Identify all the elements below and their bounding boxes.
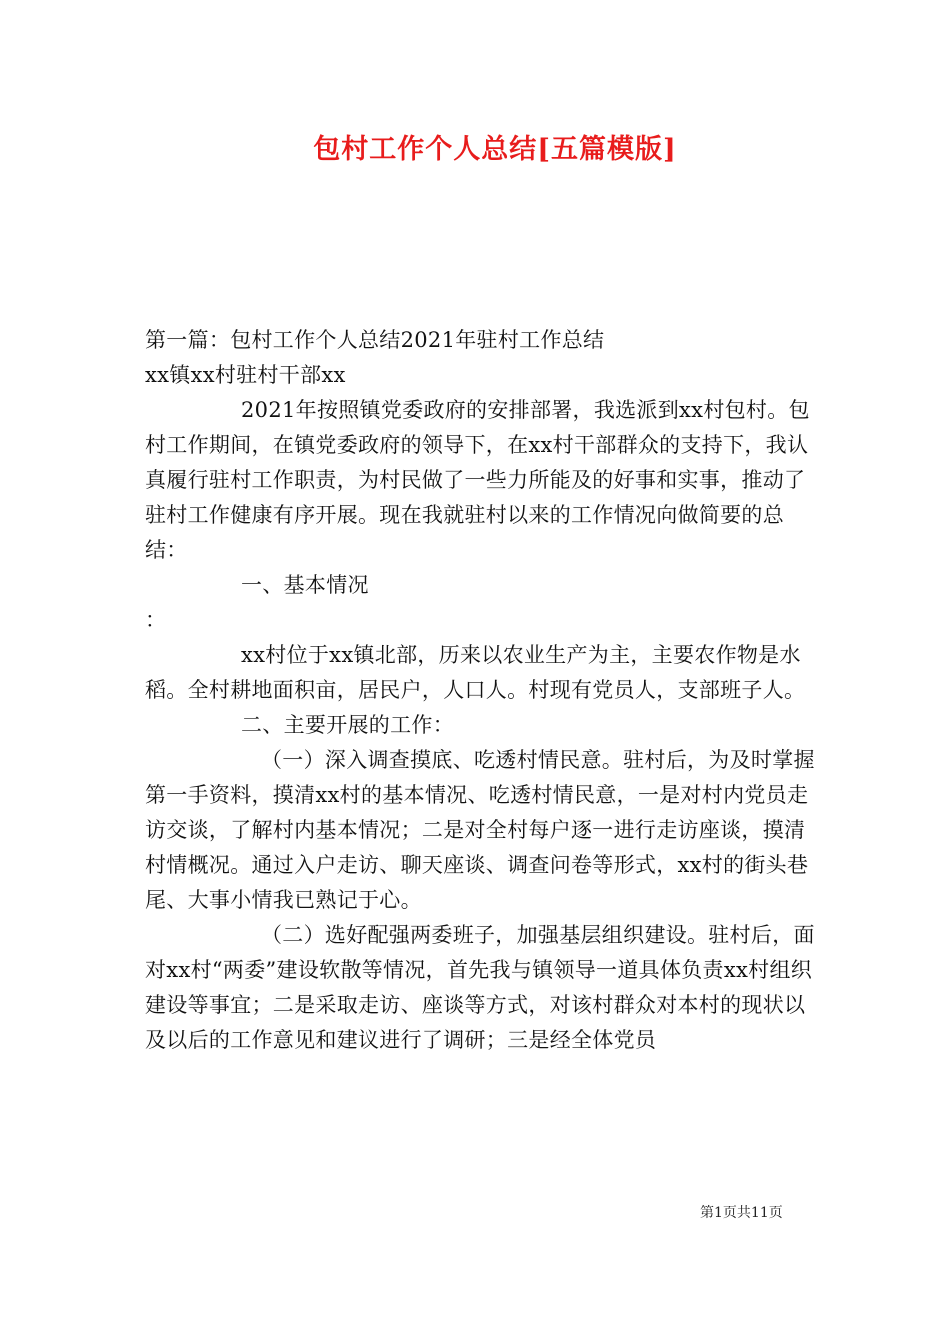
work-item-1-paragraph: （一）深入调查摸底、吃透村情民意。驻村后，为及时掌握第一手资料，摸清xx村的基本情况、吃透村情民意，一是对村内党员走访交谈，了解村内基本情况；二是对全村每户逐一进行走访座谈，摸清村情概况。通过入户走访、聊天座谈、调查问卷等形式，xx村的街头巷尾、大事小情我已熟记于心。 <box>145 748 815 912</box>
work-item-2-paragraph: （二）选好配强两委班子，加强基层组织建设。驻村后，面对xx村“两委”建设软散等情况，首先我与镇领导一道具体负责xx村组织建设等事宜；二是采取走访、座谈等方式，对该村群众对本村的现状以及以后的工作意见和建议进行了调研；三是经全体党员 <box>145 923 815 1052</box>
chapter-subtitle: 第一篇：包村工作个人总结2021年驻村工作总结 <box>145 328 605 352</box>
basic-info-paragraph: xx村位于xx镇北部，历来以农业生产为主，主要农作物是水稻。全村耕地面积亩，居民户，人口人。村现有党员人，支部班子人。 <box>145 643 806 702</box>
document-body <box>145 323 815 1058</box>
section-heading-work: 二、主要开展的工作： <box>241 713 454 737</box>
document-title: 包村工作个人总结[五篇模版] <box>313 134 677 165</box>
page-number-footer: 第1页共11页 <box>700 1205 783 1221</box>
intro-paragraph: 2021年按照镇党委政府的安排部署，我选派到xx村包村。包村工作期间，在镇党委政府的领导下，在xx村干部群众的支持下，我认真履行驻村工作职责，为村民做了一些力所能及的好事和实事，推动了驻村工作健康有序开展。现在我就驻村以来的工作情况向做简要的总结： <box>145 398 810 562</box>
author-line: xx镇xx村驻村干部xx <box>145 363 346 387</box>
section-heading-basic: 一、基本情况 <box>241 573 369 597</box>
section-colon-line: ： <box>145 608 167 632</box>
